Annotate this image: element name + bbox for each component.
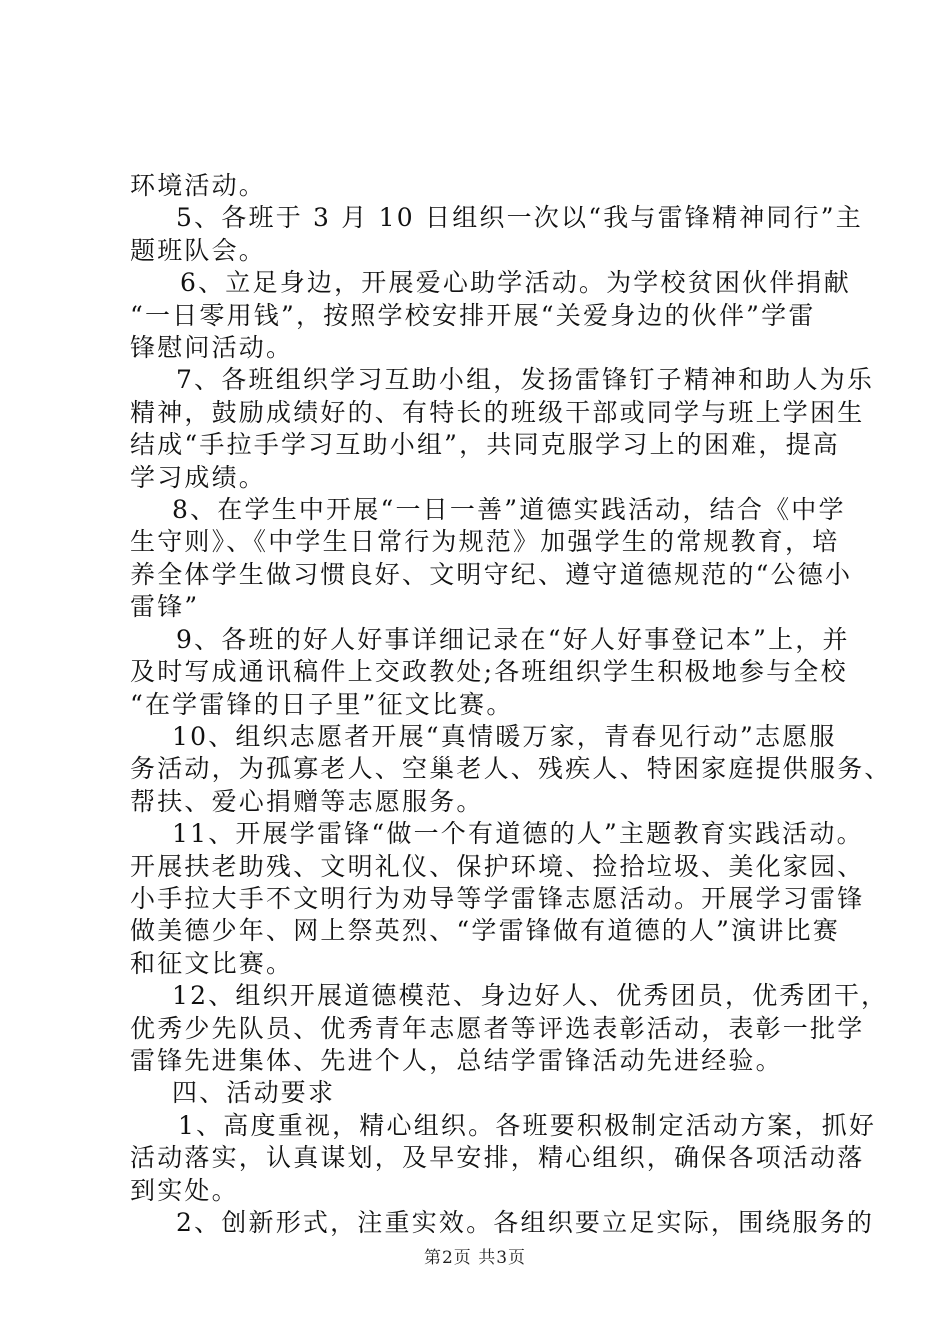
text-line: 12、组织开展道德模范、身边好人、优秀团员，优秀团干， bbox=[172, 981, 889, 1011]
text-line: 8、在学生中开展“一日一善”道德实践活动，结合《中学 bbox=[172, 495, 846, 525]
paragraph-p11 bbox=[130, 818, 865, 980]
text-line: 做美德少年、网上祭英烈、“学雷锋做有道德的人”演讲比赛 bbox=[130, 916, 840, 946]
text-line: 7、各班组织学习互助小组，发扬雷锋钉子精神和助人为乐 bbox=[176, 365, 875, 395]
text-line: 5、各班于 3 月 10 日组织一次以“我与雷锋精神同行”主 bbox=[176, 203, 863, 233]
text-line: 开展扶老助残、文明礼仪、保护环境、捡拾垃圾、美化家园、 bbox=[130, 851, 865, 881]
paragraph-p9 bbox=[130, 624, 850, 721]
text-line: 1、高度重视，精心组织。各班要积极制定活动方案，抓好 bbox=[178, 1110, 877, 1140]
text-line: 和征文比赛。 bbox=[130, 948, 294, 978]
paragraph-p10 bbox=[130, 721, 892, 818]
paragraph-p8 bbox=[130, 494, 853, 624]
text-line: 题班队会。 bbox=[130, 235, 267, 265]
text-line: 小手拉大手不文明行为劝导等学雷锋志愿活动。开展学习雷锋 bbox=[130, 883, 865, 913]
document-body bbox=[130, 170, 892, 1239]
text-line: 到实处。 bbox=[130, 1175, 239, 1205]
text-line: 精神，鼓励成绩好的、有特长的班级干部或同学与班上学困生 bbox=[130, 397, 865, 427]
text-line: 及时写成通讯稿件上交政教处;各班组织学生积极地参与全校 bbox=[130, 657, 848, 687]
text-line: “一日零用钱”，按照学校安排开展“关爱身边的伙伴”学雷 bbox=[130, 300, 816, 330]
paragraph-p7 bbox=[130, 364, 875, 494]
paragraph-r1 bbox=[130, 1110, 877, 1207]
page-footer: 第2页 共3页 bbox=[423, 1248, 527, 1268]
paragraph-p5 bbox=[130, 202, 863, 267]
text-line: 务活动，为孤寡老人、空巢老人、残疾人、特困家庭提供服务、 bbox=[130, 754, 892, 784]
paragraph-h4 bbox=[130, 1077, 830, 1109]
text-line: 10、组织志愿者开展“真情暖万家，青春见行动”志愿服 bbox=[172, 721, 837, 751]
text-line: 养全体学生做习惯良好、文明守纪、遵守道德规范的“公德小 bbox=[130, 559, 853, 589]
text-line: 优秀少先队员、优秀青年志愿者等评选表彰活动，表彰一批学 bbox=[130, 1013, 865, 1043]
text-line: 帮扶、爱心捐赠等志愿服务。 bbox=[130, 786, 484, 816]
text-line: 活动落实，认真谋划，及早安排，精心组织，确保各项活动落 bbox=[130, 1143, 865, 1173]
text-line: 雷锋” bbox=[130, 592, 200, 622]
text-line: 2、创新形式，注重实效。各组织要立足实际，围绕服务的 bbox=[176, 1208, 875, 1237]
text-line: 6、立足身边，开展爱心助学活动。为学校贫困伙伴捐献 bbox=[180, 268, 851, 298]
text-line: 雷锋先进集体、先进个人，总结学雷锋活动先进经验。 bbox=[130, 1045, 783, 1075]
text-line: 9、各班的好人好事详细记录在“好人好事登记本”上，并 bbox=[176, 624, 850, 654]
text-line: 环境活动。 bbox=[130, 171, 267, 200]
paragraph-p0 bbox=[130, 170, 830, 202]
paragraph-p6 bbox=[130, 267, 851, 364]
text-line: “在学雷锋的日子里”征文比赛。 bbox=[130, 689, 514, 719]
text-line: 学习成绩。 bbox=[130, 462, 267, 492]
text-line: 结成“手拉手学习互助小组”，共同克服学习上的困难，提高 bbox=[130, 430, 840, 460]
paragraph-p12 bbox=[130, 980, 889, 1077]
text-line: 锋慰问活动。 bbox=[130, 333, 294, 363]
text-line: 11、开展学雷锋“做一个有道德的人”主题教育实践活动。 bbox=[172, 819, 864, 849]
text-line: 生守则》、《中学生日常行为规范》加强学生的常规教育，培 bbox=[130, 527, 840, 557]
paragraph-r2 bbox=[130, 1207, 875, 1239]
text-line: 四、活动要求 bbox=[172, 1078, 336, 1108]
